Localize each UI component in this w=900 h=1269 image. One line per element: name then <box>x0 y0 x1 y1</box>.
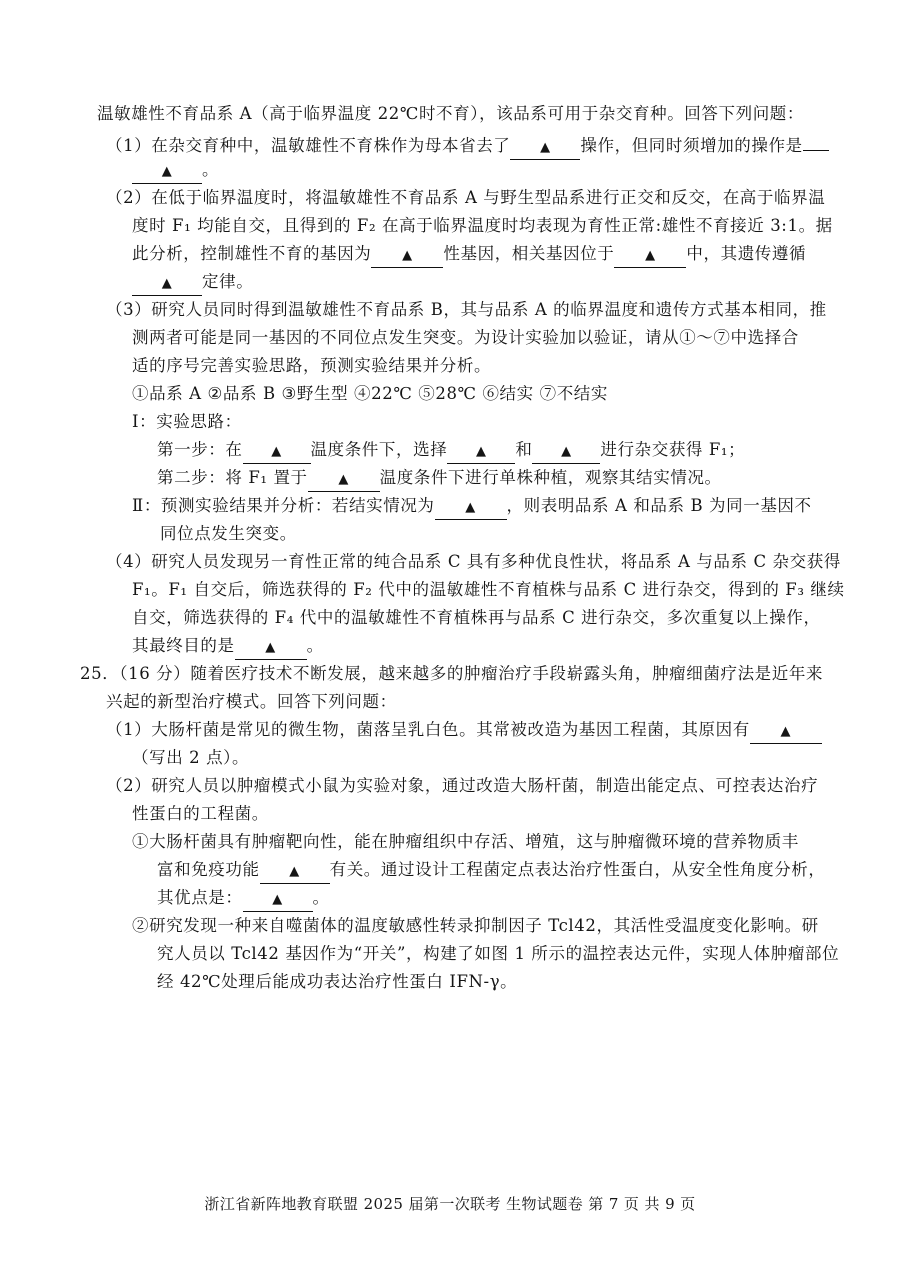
q3-step-1 <box>157 436 745 464</box>
q2-text-a: 此分析，控制雄性不育的基因为 <box>132 244 372 263</box>
s1-text-a: 富和免疫功能 <box>157 860 260 879</box>
q2-line-4 <box>132 268 253 296</box>
q2-line-2: 度时 F₁ 均能自交，且得到的 F₂ 在高于临界温度时均表现为育性正常:雄性不育接近 3:1。据 <box>132 216 833 235</box>
q2-line-3 <box>132 240 806 268</box>
q4-text-b: 。 <box>306 636 324 655</box>
q25-sub2-line-3: 经 42℃处理后能成功表达治疗性蛋白 IFN-γ。 <box>157 972 518 991</box>
q1-line-2 <box>132 156 219 184</box>
blank-marker-icon: ▲ <box>265 640 276 655</box>
q4-line-2: F₁。F₁ 自交后，筛选获得的 F₂ 代中的温敏雄性不育植株与品系 C 进行杂交，得到的 F₃ 继续 <box>132 580 845 599</box>
answer-blank[interactable] <box>243 889 313 912</box>
q2-text-c: 中，其遗传遵循 <box>686 244 807 263</box>
blank-marker-icon: ▲ <box>272 892 283 907</box>
blank-marker-icon: ▲ <box>161 164 173 179</box>
answer-blank[interactable] <box>235 637 307 660</box>
page-footer: 浙江省新阵地教育联盟 2025 届第一次联考 生物试题卷 第 7 页 共 9 页 <box>204 1195 696 1213</box>
q3-options: ①品系 A ②品系 B ③野生型 ④22℃ ⑤28℃ ⑥结实 ⑦不结实 <box>132 384 608 403</box>
q3-step-2 <box>157 464 722 492</box>
q1-text-b: 操作，但同时须增加的操作是 <box>580 136 803 155</box>
q25-part1-line-2: （写出 2 点）。 <box>132 748 250 767</box>
intro-text: 温敏雄性不育品系 A（高于临界温度 22℃时不育），该品系可用于杂交育种。回答下列问题： <box>97 104 805 123</box>
q25-line-1: 25．（16 分）随着医疗技术不断发展，越来越多的肿瘤治疗手段崭露头角，肿瘤细菌疗法是近年来 <box>80 664 824 683</box>
q25-sub1-line-1: ①大肠杆菌具有肿瘤靶向性，能在肿瘤组织中存活、增殖，这与肿瘤微环境的营养物质丰 <box>132 832 799 851</box>
step1-text-d: 进行杂交获得 F₁； <box>600 440 746 459</box>
answer-blank[interactable] <box>371 245 443 268</box>
q3-line-1: （3）研究人员同时得到温敏雄性不育品系 B，其与品系 A 的临界温度和遗传方式基本相同，推 <box>106 300 827 319</box>
q4-line-4 <box>132 632 324 660</box>
q1-text-c: 。 <box>202 160 220 179</box>
blank-marker-icon: ▲ <box>780 724 792 739</box>
blank-marker-icon: ▲ <box>289 864 300 879</box>
q25-part1-line-1 <box>106 716 822 744</box>
q25-sub2-line-2: 究人员以 Tcl42 基因作为“开关”，构建了如图 1 所示的温控表达元件，实现人体肿瘤部位 <box>157 944 840 963</box>
ii-text-a: Ⅱ：预测实验结果并分析：若结实情况为 <box>132 496 435 515</box>
q3-line-2: 测两者可能是同一基因的不同位点发生突变。为设计实验加以验证，请从①～⑦中选择合 <box>132 328 799 347</box>
blank-marker-icon: ▲ <box>338 472 349 487</box>
blank-marker-icon: ▲ <box>540 140 551 155</box>
answer-blank[interactable] <box>532 441 600 464</box>
q25-sub1-line-2 <box>157 856 826 884</box>
answer-blank[interactable] <box>435 497 507 520</box>
q25-part2-line-1: （2）研究人员以肿瘤模式小鼠为实验对象，通过改造大肠杆菌，制造出能定点、可控表达治疗 <box>106 776 819 795</box>
q25-sub1-line-3 <box>157 884 330 912</box>
q1-text-a: （1）在杂交育种中，温敏雄性不育株作为母本省去了 <box>106 136 511 155</box>
blank-marker-icon: ▲ <box>645 248 656 263</box>
q3-section-ii <box>132 492 812 520</box>
answer-blank-start[interactable] <box>803 128 829 151</box>
q4-line-1: （4）研究人员发现另一育性正常的纯合品系 C 具有多种优良性状，将品系 A 与品系 C 杂交获得 <box>106 552 841 571</box>
step1-text-b: 温度条件下，选择 <box>310 440 448 459</box>
ii-text-b: ，则表明品系 A 和品系 B 为同一基因不 <box>506 496 812 515</box>
blank-marker-icon: ▲ <box>271 444 282 459</box>
q25-p1-text-a: （1）大肠杆菌是常见的微生物，菌落呈乳白色。其常被改造为基因工程菌，其原因有 <box>106 720 750 739</box>
q2-line-1: （2）在低于临界温度时，将温敏雄性不育品系 A 与野生型品系进行正交和反交，在高于临界温 <box>106 188 826 207</box>
blank-marker-icon: ▲ <box>465 500 476 515</box>
step2-text-b: 温度条件下进行单株种植，观察其结实情况。 <box>379 468 722 487</box>
step1-text-a: 第一步：在 <box>157 440 243 459</box>
answer-blank[interactable] <box>132 273 202 296</box>
answer-blank[interactable] <box>260 861 330 884</box>
answer-blank[interactable] <box>750 721 822 744</box>
answer-blank[interactable] <box>447 441 515 464</box>
q4-line-3: 自交，筛选获得的 F₄ 代中的温敏雄性不育植株再与品系 C 进行杂交，多次重复以上操作， <box>132 608 821 627</box>
blank-marker-icon: ▲ <box>561 444 572 459</box>
q25-line-2: 兴起的新型治疗模式。回答下列问题： <box>106 692 397 711</box>
blank-marker-icon: ▲ <box>402 248 413 263</box>
q3-section-i-title: Ⅰ：实验思路： <box>132 412 242 431</box>
answer-blank[interactable] <box>308 469 380 492</box>
answer-blank[interactable] <box>614 245 686 268</box>
s1-text-b: 有关。通过设计工程菌定点表达治疗性蛋白，从安全性角度分析， <box>329 860 826 879</box>
step1-text-c: 和 <box>515 440 533 459</box>
q25-part2-line-2: 性蛋白的工程菌。 <box>132 804 269 823</box>
blank-marker-icon: ▲ <box>161 276 173 291</box>
blank-marker-icon: ▲ <box>476 444 487 459</box>
s1-text-d: 。 <box>312 888 330 907</box>
answer-blank[interactable] <box>132 161 202 184</box>
step2-text-a: 第二步：将 F₁ 置于 <box>157 468 308 487</box>
q4-text-a: 其最终目的是 <box>132 636 235 655</box>
answer-blank[interactable] <box>243 441 311 464</box>
q3-section-ii-cont: 同位点发生突变。 <box>160 524 297 543</box>
q3-line-3: 适的序号完善实验思路，预测实验结果并分析。 <box>132 356 492 375</box>
answer-blank[interactable] <box>510 137 580 160</box>
q2-text-d: 定律。 <box>202 272 254 291</box>
s1-text-c: 其优点是： <box>157 888 243 907</box>
q25-sub2-line-1: ②研究发现一种来自噬菌体的温度敏感性转录抑制因子 Tcl42，其活性受温度变化影响。研 <box>132 916 819 935</box>
q2-text-b: 性基因，相关基因位于 <box>443 244 615 263</box>
